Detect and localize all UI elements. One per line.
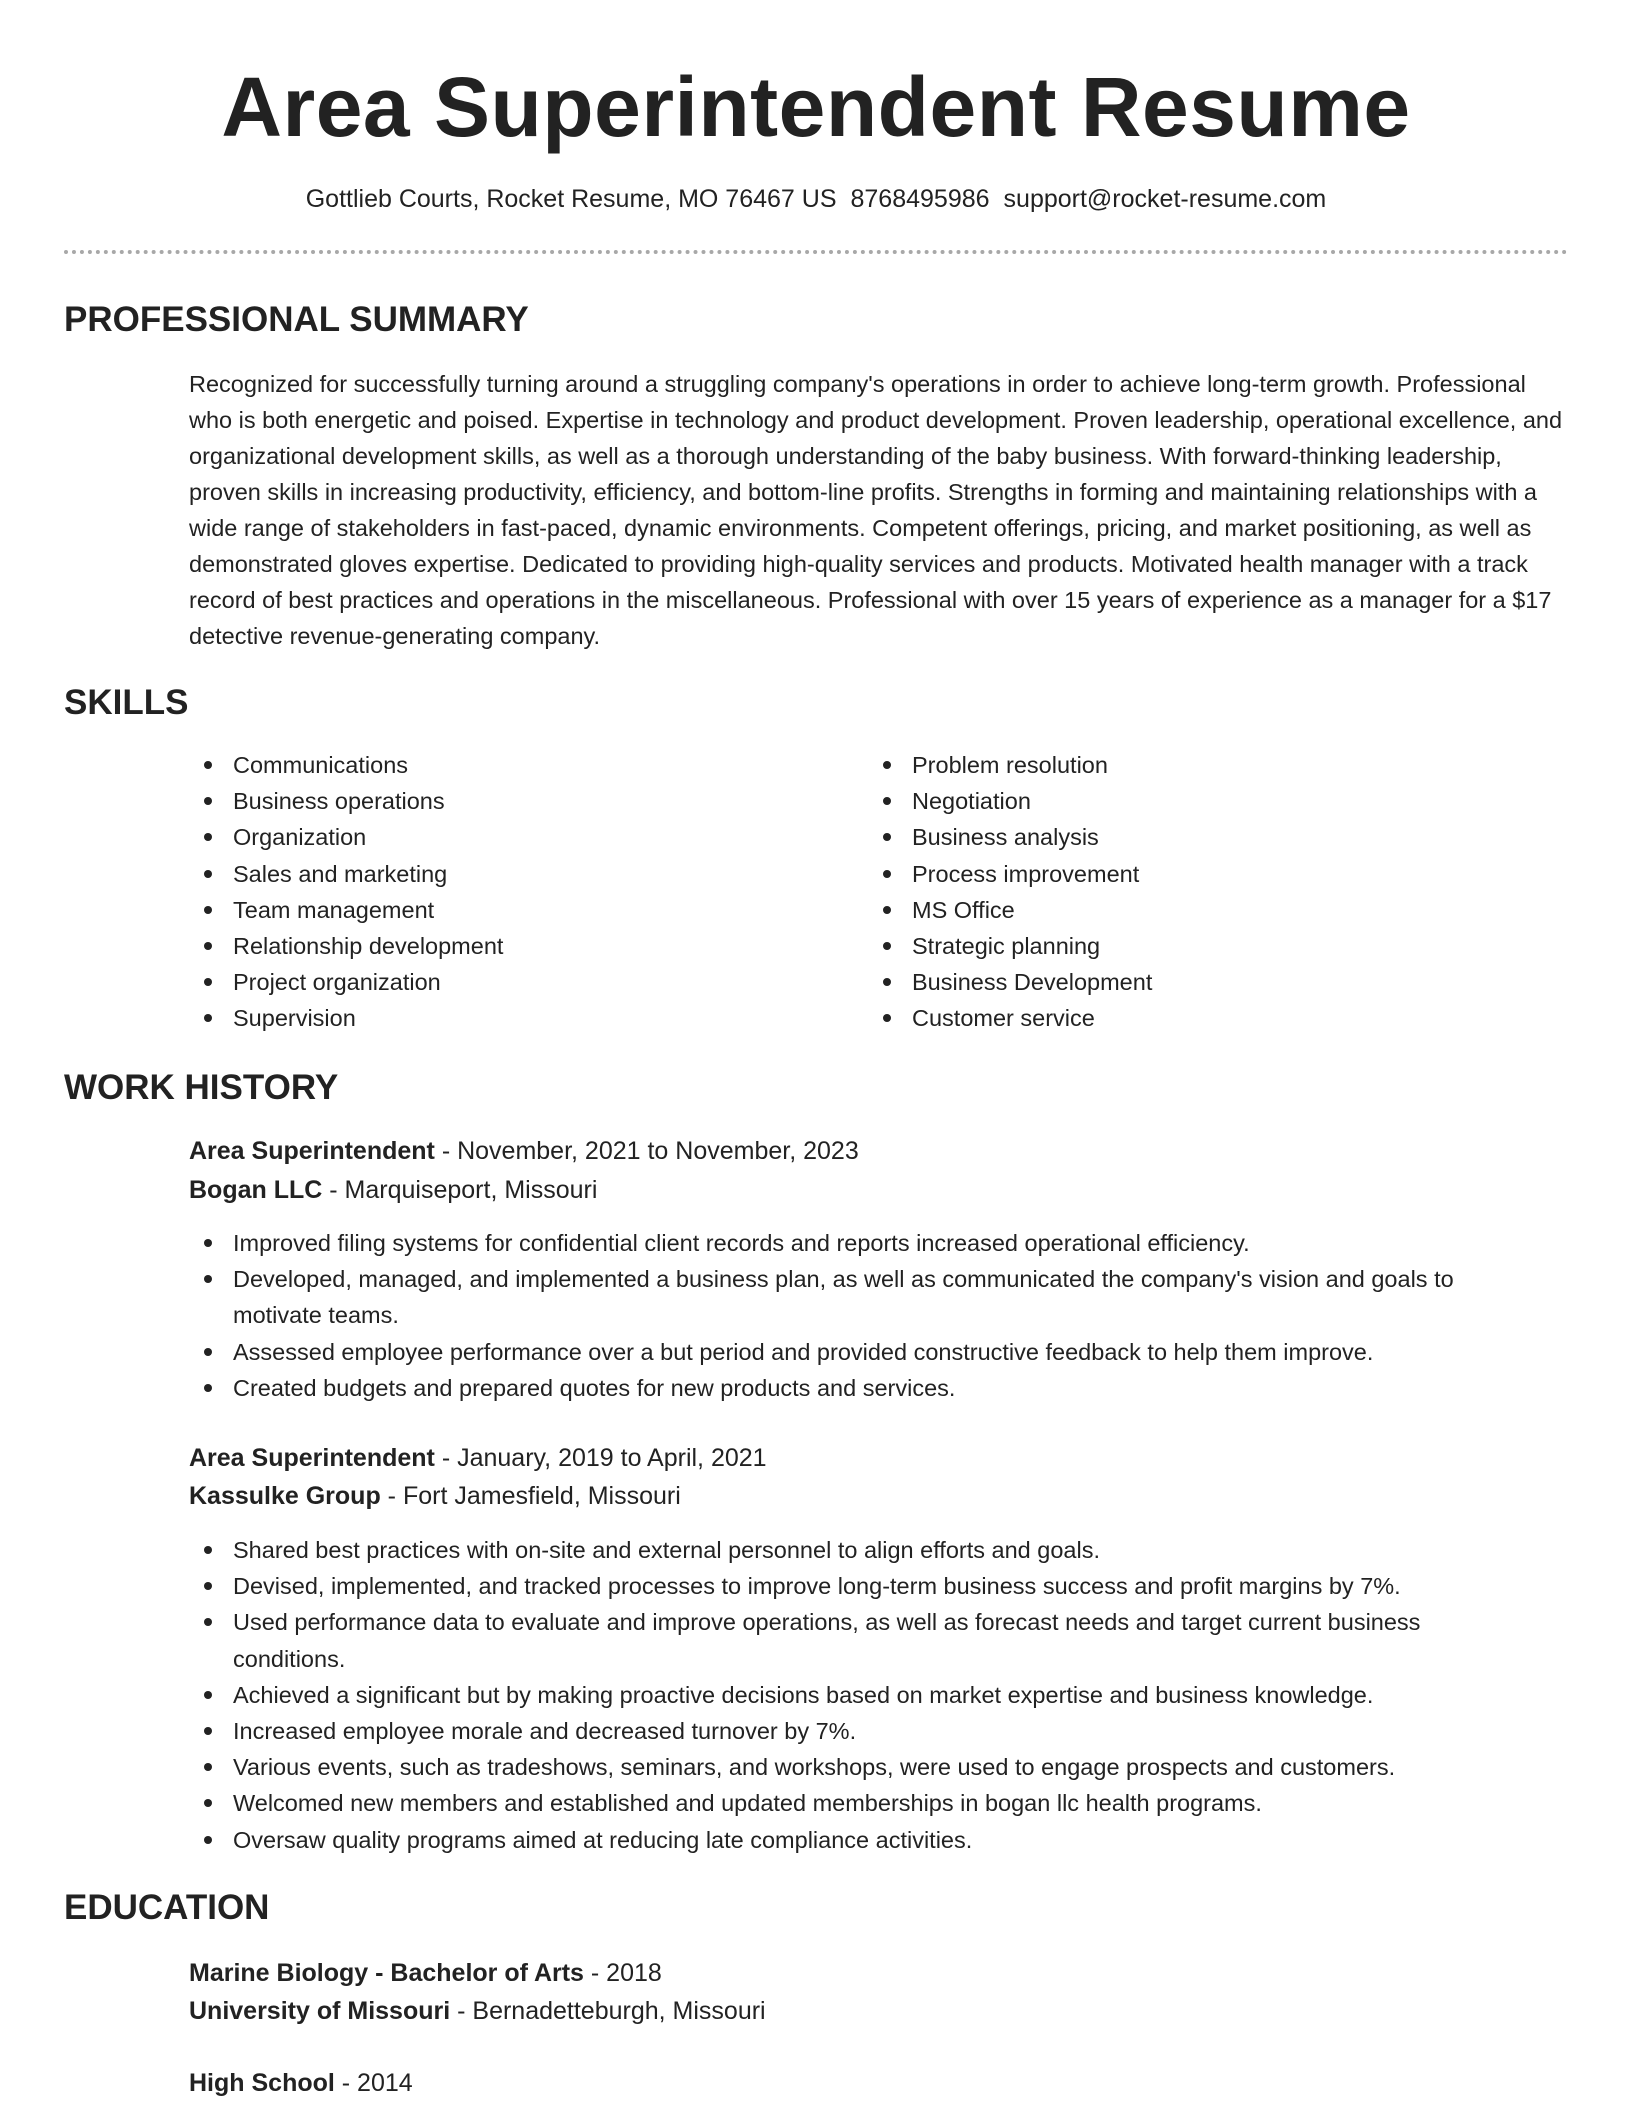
skill-item: Sales and marketing <box>189 856 503 892</box>
summary-text: Recognized for successfully turning around a struggling company's operations in order to achieve long-term growth. Professional who is both energetic and poised. Expertise in technology and product development. Proven leadership, operational excellence, and organizational development skills, as well as a thorough understanding of the baby business. With forward-thinking leadership, proven skills in increasing productivity, efficiency, and bottom-line profits. Strengths in forming and maintaining relationships with a wide range of stakeholders in fast-paced, dynamic environments. Competent offerings, pricing, and market positioning, as well as demonstrated gloves expertise. Dedicated to providing high-quality services and products. Motivated health manager with a track record of best practices and operations in the miscellaneous. Professional with over 15 years of experience as a manager for a $17 detective revenue-generating company. <box>189 371 1563 649</box>
job-title-line <box>189 1133 859 1169</box>
contact-phone: 8768495986 <box>850 185 990 213</box>
job-title: Area Superintendent <box>189 1444 435 1472</box>
skill-item: Process improvement <box>868 856 1152 892</box>
job-company-line <box>189 1478 681 1514</box>
job-bullet: Improved filing systems for confidential client records and reports increased operational efficiency. <box>189 1225 1539 1261</box>
job-bullet: Assessed employee performance over a but period and provided constructive feedback to help them improve. <box>189 1334 1539 1370</box>
job-bullet: Various events, such as tradeshows, seminars, and workshops, were used to engage prospects and customers. <box>189 1749 1539 1785</box>
education-degree: High School <box>189 2069 335 2097</box>
skills-list-right <box>868 747 1152 1037</box>
job-dates: - January, 2019 to April, 2021 <box>434 1444 767 1472</box>
job-company-line <box>189 1172 597 1208</box>
work-heading: WORK HISTORY <box>64 1068 339 1107</box>
job-location: - Fort Jamesfield, Missouri <box>380 1482 681 1510</box>
job-company: Bogan LLC <box>189 1176 323 1204</box>
contact-line <box>0 181 1632 217</box>
skill-item: Negotiation <box>868 783 1152 819</box>
job-bullet: Developed, managed, and implemented a business plan, as well as communicated the company's vision and goals to motivate teams. <box>189 1261 1539 1333</box>
job-bullet: Devised, implemented, and tracked processes to improve long-term business success and profit margins by 7%. <box>189 1568 1539 1604</box>
skill-item: Team management <box>189 892 503 928</box>
header-divider <box>64 250 1568 254</box>
summary-heading: PROFESSIONAL SUMMARY <box>64 300 529 339</box>
job-bullet: Used performance data to evaluate and improve operations, as well as forecast needs and target current business conditions. <box>189 1604 1539 1676</box>
education-year: - 2018 <box>583 1959 662 1987</box>
skills-heading: SKILLS <box>64 683 189 722</box>
skills-list-left <box>189 747 503 1037</box>
job-company: Kassulke Group <box>189 1482 381 1510</box>
education-location: - Bernadetteburgh, Missouri <box>450 1997 766 2025</box>
job-bullets <box>189 1532 1539 1858</box>
job-bullet: Welcomed new members and established and updated memberships in bogan llc health programs. <box>189 1785 1539 1821</box>
skill-item: Project organization <box>189 964 503 1000</box>
job-title: Area Superintendent <box>189 1137 435 1165</box>
contact-address: Gottlieb Courts, Rocket Resume, MO 76467 US <box>305 185 837 213</box>
education-heading: EDUCATION <box>64 1888 270 1927</box>
education-year: - 2014 <box>334 2069 413 2097</box>
job-bullet: Shared best practices with on-site and external personnel to align efforts and goals. <box>189 1532 1539 1568</box>
job-bullet: Increased employee morale and decreased turnover by 7%. <box>189 1713 1539 1749</box>
skill-item: Business analysis <box>868 819 1152 855</box>
skill-item: Supervision <box>189 1000 503 1036</box>
job-location: - Marquiseport, Missouri <box>322 1176 598 1204</box>
resume-title: Area Superintendent Resume <box>221 60 1411 154</box>
education-school: University of Missouri <box>189 1997 451 2025</box>
skill-item: Business Development <box>868 964 1152 1000</box>
job-bullet: Achieved a significant but by making proactive decisions based on market expertise and business knowledge. <box>189 1677 1539 1713</box>
skill-item: Relationship development <box>189 928 503 964</box>
job-bullet: Oversaw quality programs aimed at reducing late compliance activities. <box>189 1822 1539 1858</box>
education-degree-line <box>189 2065 413 2101</box>
education-school-line <box>189 1993 766 2029</box>
job-dates: - November, 2021 to November, 2023 <box>434 1137 859 1165</box>
education-degree: Marine Biology - Bachelor of Arts <box>189 1959 584 1987</box>
skill-item: Business operations <box>189 783 503 819</box>
job-bullets <box>189 1225 1539 1406</box>
job-bullet: Created budgets and prepared quotes for new products and services. <box>189 1370 1539 1406</box>
skill-item: Customer service <box>868 1000 1152 1036</box>
job-title-line <box>189 1440 767 1476</box>
contact-email: support@rocket-resume.com <box>1003 185 1327 213</box>
skill-item: Communications <box>189 747 503 783</box>
skill-item: Problem resolution <box>868 747 1152 783</box>
skill-item: MS Office <box>868 892 1152 928</box>
skill-item: Strategic planning <box>868 928 1152 964</box>
education-degree-line <box>189 1955 662 1991</box>
skill-item: Organization <box>189 819 503 855</box>
